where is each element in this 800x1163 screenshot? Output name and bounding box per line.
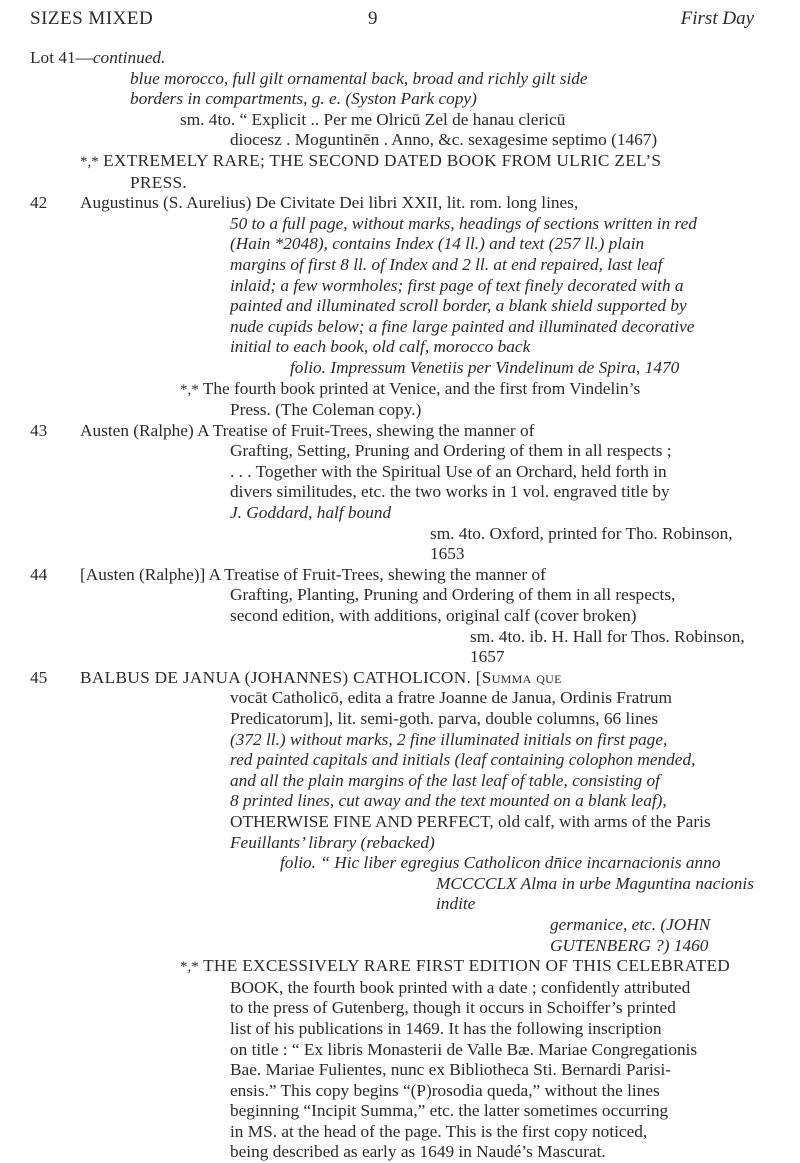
entry-line: Grafting, Setting, Pruning and Ordering of them in all respects ; [230,441,672,461]
entry-line: Press. (The Coleman copy.) [230,400,422,420]
entry-line: ensis.” This copy begins “(P)rosodia queda,” without the lines [230,1080,660,1100]
entry-line: vocāt Catholicō, edita a fratre Joanne de Janua, Ordinis Fratrum [230,688,672,708]
page-header [30,8,760,34]
lot-43-entry [30,421,770,565]
entry-line: Bae. Mariae Fulientes, nunc ex Bibliotheca Sti. Bernardi Parisi- [230,1060,672,1080]
entry-line: Grafting, Planting, Pruning and Ordering of them in all respects, [230,585,676,605]
entry-line: [Austen (Ralphe)] A Treatise of Fruit-Trees, shewing the manner of [80,564,546,584]
page-number: 9 [368,8,378,29]
entry-line: *,* EXTREMELY RARE; THE SECOND DATED BOOK FROM ULRIC ZEL’S [80,150,662,170]
entry-line: folio. “ Hic liber egregius Catholicon dn̄ice incarnacionis anno [280,853,721,873]
entry-line: J. Goddard, half bound [230,503,392,523]
entry-line: second edition, with additions, original calf (cover broken) [230,606,637,626]
entry-line: (Hain *2048), contains Index (14 ll.) and text (257 ll.) plain [230,234,645,254]
entry-line: painted and illuminated scroll border, a blank shield supported by [230,296,687,316]
entry-line: on title : “ Ex libris Monasterii de Valle Bæ. Mariae Congregationis [230,1039,698,1059]
entry-line: list of his publications in 1469. It has the following inscription [230,1018,662,1038]
entry-line: blue morocco, full gilt ornamental back, broad and richly gilt side [130,68,588,88]
lot-number: 45 [30,667,48,687]
entry-line: PRESS. [130,172,188,192]
entry-line: 50 to a full page, without marks, headings of sections written in red [230,213,697,233]
entry-line: *,* The fourth book printed at Venice, and the first from Vindelin’s [180,378,641,398]
entry-line: *,* THE EXCESSIVELY RARE FIRST EDITION OF THIS CELEBRATED [180,956,731,976]
entry-line: beginning “Incipit Summa,” etc. the latter sometimes occurring [230,1101,669,1121]
entry-line: . . . Together with the Spiritual Use of an Orchard, held forth in [230,461,667,481]
lot-41-entry [30,69,770,194]
entry-line: inlaid; a few wormholes; first page of text finely decorated with a [230,275,684,295]
lot-number: 42 [30,193,48,213]
entry-line: sm. 4to. “ Explicit .. Per me Olricū Zel de hanau clericū [180,109,566,129]
entry-line: 8 printed lines, cut away and the text mounted on a blank leaf), [230,791,667,811]
entry-line: Feuillants’ library (rebacked) [230,832,435,852]
lot-number: 44 [30,564,48,584]
lot-41-heading: Lot 41—continued. [30,48,166,67]
entry-line: nude cupids below; a fine large painted and illuminated decorative [230,316,695,336]
lot-45-entry [30,668,770,1163]
asterism-icon: *,* [180,381,199,398]
entry-line: Predicatorum], lit. semi-goth. parva, double columns, 66 lines [230,709,659,728]
entry-line: folio. Impressum Venetiis per Vindelinum de Spira, 1470 [290,357,680,377]
entry-line: in MS. at the head of the page. This is the first copy noticed, [230,1121,648,1141]
entry-line: divers similitudes, etc. the two works in 1 vol. engraved title by [230,482,670,502]
entry-line: diocesz . Moguntinēn . Anno, &c. sexagesime septimo (1467) [230,130,658,150]
entry-line: sm. 4to. Oxford, printed for Tho. Robinson, 1653 [430,523,733,564]
entry-line: and all the plain margins of the last leaf of table, consisting of [230,770,660,790]
entry-line: OTHERWISE FINE AND PERFECT, old calf, with arms of the Paris [230,811,711,831]
entry-line: germanice, etc. (JOHN GUTENBERG ?) 1460 [550,914,711,955]
header-day: First Day [680,8,754,29]
entry-line: MCCCCLX Alma in urbe Maguntina nacionis indite [436,873,754,914]
lot-44-entry [30,565,770,668]
entry-line: sm. 4to. ib. H. Hall for Thos. Robinson, 1657 [470,626,745,667]
asterism-icon: *,* [80,153,99,170]
entry-line: Austen (Ralphe) A Treatise of Fruit-Trees, shewing the manner of [80,420,535,440]
entry-line: BALBUS DE JANUA (JOHANNES) CATHOLICON. [Summa que [80,667,562,687]
entry-line: red painted capitals and initials (leaf containing colophon mended, [230,750,696,770]
entry-line: borders in compartments, g. e. (Syston Park copy) [130,89,477,109]
entry-line: Augustinus (S. Aurelius) De Civitate Dei libri XXII, lit. rom. long lines, [80,193,579,213]
entry-line: (372 ll.) without marks, 2 fine illuminated initials on first page, [230,729,668,749]
entry-line: to the press of Gutenberg, though it occurs in Schoiffer’s printed [230,998,676,1018]
catalogue-body [30,48,770,1163]
entry-line: BOOK, the fourth book printed with a date ; confidently attributed [230,977,691,997]
entry-line: being described as early as 1649 in Naudé’s Mascurat. [230,1142,606,1162]
lot-number: 43 [30,420,48,440]
lot-42-entry [30,193,770,421]
asterism-icon: *,* [180,959,199,976]
entry-line: initial to each book, old calf, morocco back [230,337,531,357]
entry-line: margins of first 8 ll. of Index and 2 ll. at end repaired, last leaf [230,254,663,274]
header-section-title: SIZES MIXED [30,8,154,29]
